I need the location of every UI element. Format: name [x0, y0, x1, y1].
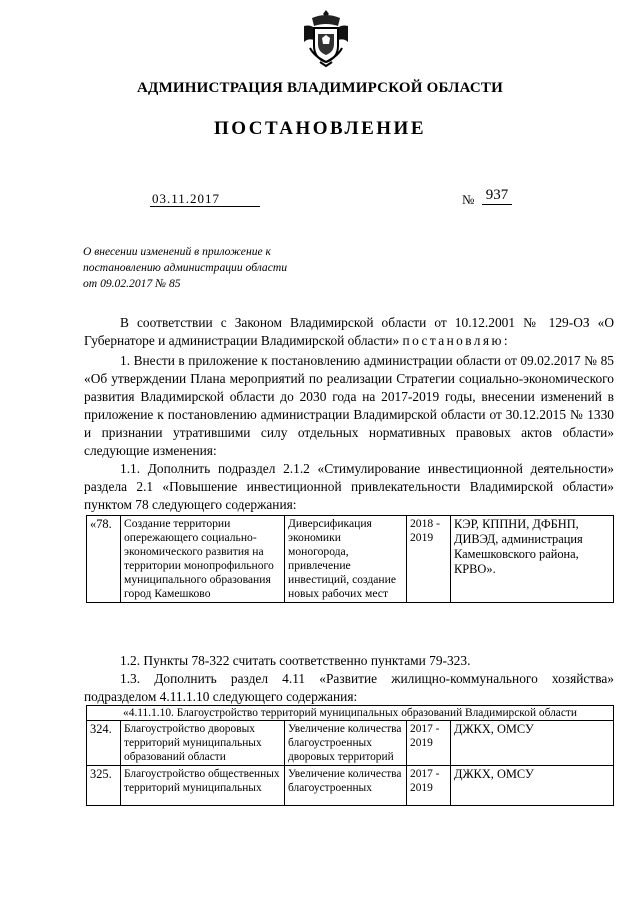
row-result: Увеличение количества благоустроенных: [285, 766, 407, 806]
row-responsible: КЭР, КППНИ, ДФБНП, ДИВЭД, администрация Камешковского района, КРВО».: [451, 516, 614, 603]
decree-word: постановляю:: [402, 333, 510, 348]
paragraph-item-1-2: 1.2. Пункты 78-322 считать соответственно пунктами 79-323.: [120, 653, 471, 668]
section-header: «4.11.1.10. Благоустройство территорий муниципальных образований Владимирской области: [87, 706, 614, 721]
table-row: [87, 721, 614, 766]
paragraph-item-1-1: 1.1. Дополнить подраздел 2.1.2 «Стимулирование инвестиционной деятельности» раздела 2.1 «Повышение инвестиционной привлекательности Владимирской области» пунктом 78 следующего содержания:: [84, 461, 614, 512]
row-activity: Благоустройство дворовых территорий муниципальных образований области: [121, 721, 285, 766]
paragraph-item-1-3: 1.3. Дополнить раздел 4.11 «Развитие жилищно-коммунального хозяйства» подразделом 4.11.1.10 следующего содержания:: [84, 671, 614, 704]
document-date: 03.11.2017: [150, 192, 260, 207]
paragraph-legal-basis-text: В соответствии с Законом Владимирской области от 10.12.2001 № 129-ОЗ «О Губернаторе и администрации Владимирской области»: [84, 315, 614, 348]
paragraph-item-1: 1. Внести в приложение к постановлению администрации области от 09.02.2017 № 85 «Об утверждении Плана мероприятий по реализации Стратегии социально-экономического развития Владимирской области до 2030 года на 2017-2019 годы, внесении изменений в приложение к постановлению администрации Владимирской области от 30.12.2015 № 1330 и признании утратившими силу отдельных нормативных правовых актов области» следующие изменения:: [84, 353, 614, 458]
organization-title: АДМИНИСТРАЦИЯ ВЛАДИМИРСКОЙ ОБЛАСТИ: [137, 80, 503, 96]
row-period: 2018 - 2019: [407, 516, 451, 603]
row-result: Увеличение количества благоустроенных дворовых территорий: [285, 721, 407, 766]
table-row: [87, 766, 614, 806]
table-section-4-11-1-10: [86, 705, 614, 806]
table-row: [87, 516, 614, 603]
row-result: Диверсификация экономики моногорода, привлечение инвестиций, создание новых рабочих мест: [285, 516, 407, 603]
table-section-header-row: [87, 706, 614, 721]
number-label: №: [462, 192, 475, 207]
row-responsible: ДЖКХ, ОМСУ: [451, 766, 614, 806]
coat-of-arms-icon: [300, 8, 352, 68]
row-period: 2017 - 2019: [407, 766, 451, 806]
document-number: 937: [482, 186, 512, 205]
row-number: «78.: [87, 516, 121, 603]
row-responsible: ДЖКХ, ОМСУ: [451, 721, 614, 766]
document-type-title: ПОСТАНОВЛЕНИЕ: [213, 118, 427, 139]
paragraph-legal-basis: [84, 314, 614, 350]
row-activity: Благоустройство общественных территорий муниципальных: [121, 766, 285, 806]
row-number: 324.: [87, 721, 121, 766]
row-activity: Создание территории опережающего социально-экономического развития на территории монопрофильного муниципального образования город Камешково: [121, 516, 285, 603]
row-period: 2017 - 2019: [407, 721, 451, 766]
document-subject: О внесении изменений в приложение к постановлению администрации области от 09.02.2017 № 85: [83, 245, 288, 290]
row-number: 325.: [87, 766, 121, 806]
table-item-78: [86, 515, 614, 603]
